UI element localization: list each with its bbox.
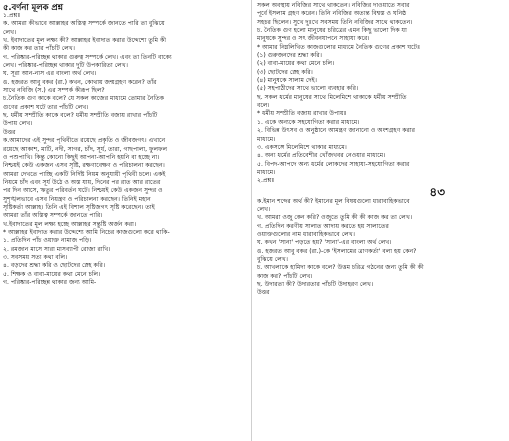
text-line: ২.প্রশ্নঃ [257, 177, 275, 185]
text-line: আমরা দেখতে পাচ্ছি একটি নির্দিষ্ট নিয়ম অনুযায়ী পৃথিবী চলে। একই [3, 170, 166, 178]
text-line: রয়েছে আকাশ, মাটি, নদী, সাগর, চাঁদ, সূর্য, তারা, গাছপালা, ফুলফল [3, 145, 168, 153]
text-line: সকল অবস্থায় নবিজির সাথে থাকতেন। নবিজির দাওয়াতে সবার [257, 2, 410, 9]
text-line: ৪. বড়দের শ্রদ্ধা করি ও ছোটদের স্নেহ করি। [3, 262, 106, 270]
text-line: কাজ কর? পাঁচটি লেখ। [257, 272, 313, 280]
text-line: ৫. শিক্ষক ও বাবা-মায়ের কথা মেনে চলি। [3, 270, 101, 278]
text-line: ক.আমাদের এই সুন্দর পৃথিবীতে রয়েছে প্রকৃতি ও জীবজগৎ। এখানে [3, 137, 166, 145]
left-column [3, 2, 247, 287]
text-line: (৪) মানুষকে সালাম দেই। [257, 77, 317, 85]
text-line: ছ. ধর্মীয় সম্প্রীতি কাকে বলে? ধর্মীয় সম্প্রীতি বজায় রাখার পাঁচটি [3, 112, 158, 120]
text-line: ৩. সবসময় সত্য কথা বলি। [3, 253, 68, 261]
text-line: সৃষ্টিকর্তা আল্লাহ। তিনি এই বিশাল সৃষ্টিজগৎ সৃষ্টি করেছেন। তাই [3, 203, 155, 211]
section-title: ৫.বর্ণনা মূলক প্রশ্ন [3, 2, 63, 12]
text-line: মানুষকে সুন্দর ও সৎ জীবনযাপনে সাহায্য করে। [257, 35, 370, 43]
text-line: সাথে নবিজি (স.) এর সম্পর্ক কীরূপ ছিল? [3, 87, 105, 95]
text-line: ছ. উদারতা কী? উদারতার পাঁচটি উদাহরণ লেখ। [257, 281, 374, 288]
text-line: বলে। [257, 102, 270, 110]
right-column [257, 2, 505, 298]
text-line: ক.ইমান শব্দের অর্থ কী? ইমানের মূল বিষয়গুলো ধারাবাহিকভাবে [257, 197, 410, 205]
text-line: চ. নৈতিক গুণ হলো মানুষের চরিত্রের এমন কিছু ভালো দিক যা [257, 27, 407, 35]
text-line: লেখ। [257, 205, 271, 213]
text-line: * আল্লাহর ইবাদাত করার উদ্দেশ্যে আমি নিচের কাজগুলো করে থাকি- [3, 228, 170, 236]
text-line: (৩) ছোটদের স্নেহ করি। [257, 68, 313, 76]
text-line: ৪. অন্য ধর্মের প্রতিবেশীর খোঁজখবর নেওয়ার মাধ্যমে। [257, 152, 386, 160]
text-line: ওয়াক্তগুলোর নাম ধারাবাহিকভাবে লেখ। [257, 230, 355, 238]
text-line: ২. রমজান মাসে সারা মাসব্যাপী রোজা রাখি। [3, 245, 111, 253]
text-line: * ধর্মীয় সম্প্রীতি বজায় রাখার উপায়ঃ [257, 110, 347, 118]
text-line: নিয়মে চাঁদ এবং সূর্য উঠে ও অস্ত যায়, দিনের পর রাত আর রাতের [3, 178, 161, 186]
text-line: খ. ইবাদাতের মূল লক্ষ্য কী? আল্লাহর ইবাদাত করার উদ্দেশ্যে তুমি কী [3, 37, 166, 45]
text-line: ঙ. হজরত আবু বকর (রা.) কখন, কোথায় জন্মগ্রহণ করেন? তাঁর [3, 78, 157, 86]
text-line: নিশ্চয়ই কেউ একজন এসব সৃষ্টি, রক্ষণাবেক্ষণ ও পরিচালনা করছেন। [3, 162, 165, 170]
text-line: পর দিন আসে, ঋতুর পরিবর্তন ঘটে। নিশ্চয়ই কেউ একজন সুন্দর ও [3, 187, 163, 195]
text-line: চ. আখলাকে হামিদা কাকে বলে? উত্তম চরিত্র গঠনের জন্য তুমি কী কী [257, 264, 424, 272]
text-line: ক. আমরা কীভাবে আল্লাহর অস্তিত্ব সম্পর্কে জানতে পারি তা বুঝিয়ে [3, 20, 165, 28]
text-line: মাধ্যমে। [257, 168, 276, 176]
text-line: গ. পরিষ্কার-পরিচ্ছন্ন থাকার জন্য আমি- [3, 279, 97, 286]
text-line: উত্তর [3, 128, 16, 136]
text-line: মাধ্যমে। [257, 135, 276, 143]
text-line: লেখ। [3, 28, 17, 36]
text-line: সহচর ছিলেন। সুখে দুঃখে সবসময় তিনি নবিজির সাথে থাকতেন। [257, 18, 413, 26]
text-line: ঘ. সূরা আন-নাস এর বাংলা অর্থ লেখ। [3, 70, 97, 78]
text-line: ও পশুপাখি। কিন্তু কোনো কিছুই আপনা-আপনি হয়নি বা হচ্ছে না। [3, 153, 160, 161]
column-divider [251, 0, 252, 441]
text-line: ঘ. কখন 'সানা' পড়তে হয়? 'সানা'-এর বাংলা অর্থ লেখ। [257, 239, 392, 247]
page-number: ৪৩ [429, 184, 445, 199]
text-line: (৫) সহপাঠীদের সাথে ভালো ব্যবহার করি। [257, 85, 359, 93]
text-line: উত্তর [257, 289, 270, 297]
text-line: ১. প্রতিদিন পাঁচ ওয়াক্ত নামাজ পড়ি। [3, 237, 92, 245]
text-line: ২. বিভিন্ন উৎসব ও অনুষ্ঠানে আমন্ত্রণ জানানো ও অংশগ্রহণ করার [257, 127, 415, 135]
text-line: কী কাজ কর তার পাঁচটি লেখ। [3, 45, 75, 53]
text-line: সুশৃঙ্খলভাবে এসব নিয়ন্ত্রণ ও পরিচালনা করছেন। তিনিই মহান [3, 195, 151, 203]
text-line: বুঝিয়ে লেখ। [257, 255, 288, 263]
text-line: গুণের প্রকাশ ঘটে তার পাঁচটি লেখ। [3, 103, 89, 111]
text-line: খ.ইবাদাতের মূল লক্ষ্য হচ্ছে আল্লাহর সন্তুষ্টি অর্জন করা। [3, 220, 137, 228]
text-line: গ. পরিষ্কার-পরিচ্ছন্ন থাকার গুরুত্ব সম্পর্কে লেখ। এবং তা তিনটি বাক্যে [3, 53, 172, 61]
text-line: ঙ. হজরত আবু বকর (রা.)-কে 'ইসলামের ত্রাণকর্তা' বলা হয় কেন? [257, 247, 417, 255]
text-line: খ. আমরা ওজু কেন করি? ওজুতে তুমি কী কী কাজ কর তা লেখ। [257, 214, 412, 222]
text-line: (২) বাবা-মায়ের কথা মেনে চলি। [257, 60, 335, 68]
text-line: ১. একে অন্যকে সহযোগিতা করার মাধ্যমে। [257, 118, 360, 126]
text-line: উপায় লেখ। [3, 120, 33, 128]
text-line: পূর্বে ইসলাম গ্রহণ করেন। তিনি নবিজির অত্যন্ত বিশ্বস্ত ও ঘনিষ্ঠ [257, 10, 407, 18]
text-line: ছ. সকল ধর্মের মানুষের সাথে মিলেমিশে থাকাকে ধর্মীয় সম্প্রীতি [257, 93, 407, 101]
text-line: (১) গুরুজনদের শ্রদ্ধা করি। [257, 52, 322, 60]
text-line: আমরা তাঁর অস্তিত্ব সম্পর্কে জানতে পারি। [3, 212, 103, 220]
text-line: ১.প্রশ্নঃ [3, 12, 21, 19]
text-line: ৩. একসঙ্গে মিলেমিশে থাকার মাধ্যমে। [257, 143, 347, 151]
text-line: ৫. বিপদ-আপদে অন্য ধর্মের লোকদের সাহায্য-সহযোগিতা করার [257, 160, 410, 168]
text-line: চ.নৈতিক গুণ কাকে বলে? যে সকল কাজের মাধ্যমে তোমার নৈতিক [3, 95, 165, 103]
text-line: * আমার নিম্নলিখিত কাজগুলোর মাধ্যমে নৈতিক গুণের প্রকাশ ঘটেঃ [257, 43, 421, 51]
text-line: লেখ। পরিষ্কার-পরিচ্ছন্ন থাকার দুটি উপকারিতা লেখ। [3, 62, 128, 70]
text-line: গ. প্রতিদিন করণীয় সালাত আদায় করতে হয় সালাতের [257, 222, 389, 230]
